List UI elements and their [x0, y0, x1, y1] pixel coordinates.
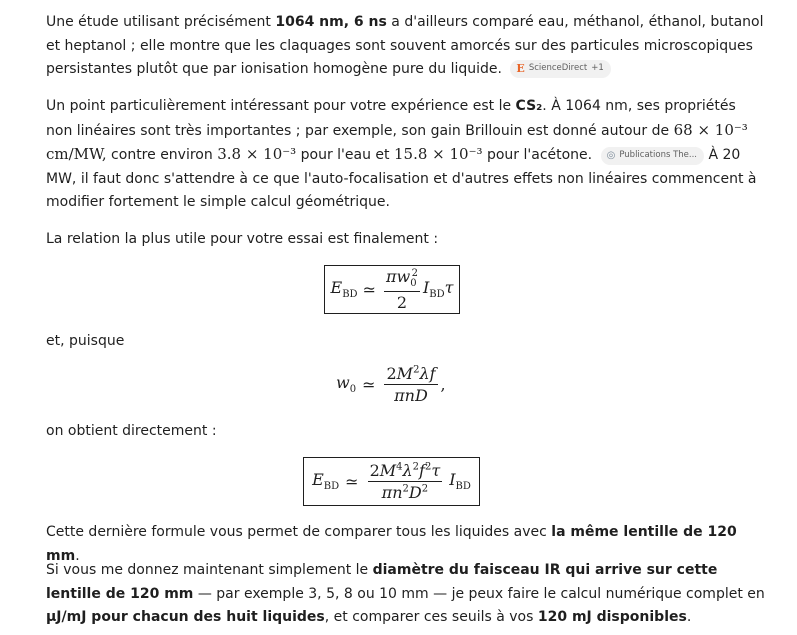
- citation-chip-sciencedirect[interactable]: E ScienceDirect +1: [510, 60, 610, 78]
- paragraph-study: Une étude utilisant précisément 1064 nm, 6 ns a d'ailleurs comparé eau, méthanol, éthanol, butanol et heptanol ; elle montre que les claquages sont souvent amorcés sur des particules microscopiques persistantes plutôt que par ionisation homogène pure du liquide. E ScienceDirect +1: [46, 11, 766, 82]
- paragraph-request: Si vous me donnez maintenant simplement le diamètre du faisceau IR qui arrive sur cette lentille de 120 mm — par exemple 3, 5, 8 ou 10 mm — je peux faire le calcul numérique complet en µJ/mJ pour chacun des huit liquides, et comparer ces seuils à vos 120 mJ disponibles.: [46, 562, 765, 625]
- paragraph-since: et, puisque: [46, 333, 125, 349]
- equation-beam-waist: $w_0$ ≃ $\frac{2M^2\lambda f}{\text{πnD}}$ ,: [336, 363, 446, 405]
- paragraph-we-obtain: on obtient directement :: [46, 423, 217, 439]
- paragraph-cs2: Un point particulièrement intéressant pour votre expérience est le CS₂. À 1064 nm, ses propriétés non linéaires sont très importantes ; par exemple, son gain Brillouin est donné autour de 68 × 10⁻³ cm/MW, contre environ 3.8 × 10⁻³ pour l'eau et 15.8 × 10⁻³ pour l'acétone. ◎ Publications The... À 20 MW, il faut donc s'attendre à ce que l'auto-focalisation et d'autres effets non linéaires commencent à modifier fortement le simple calcul géométrique.: [46, 98, 757, 210]
- citation-chip-publications[interactable]: ◎ Publications The...: [601, 147, 704, 165]
- boxed-equation-final: $E_{BD}$ ≃ $\frac{2M^4\lambda^2f^2\tau}{\pi n^2D^2}$ $I_{BD}$: [303, 457, 480, 506]
- paragraph-relation: La relation la plus utile pour votre essai est finalement :: [46, 231, 439, 247]
- globe-icon: ◎: [606, 150, 616, 161]
- sciencedirect-logo-icon: E: [516, 62, 525, 75]
- boxed-equation-breakdown-energy: $E_{BD}$ ≃ $\frac{\pi w_0^2}{2}$ $I_{BD}\tau$: [324, 265, 460, 314]
- paragraph-compare: Cette dernière formule vous permet de comparer tous les liquides avec la même lentille de 120 mm.: [46, 524, 737, 564]
